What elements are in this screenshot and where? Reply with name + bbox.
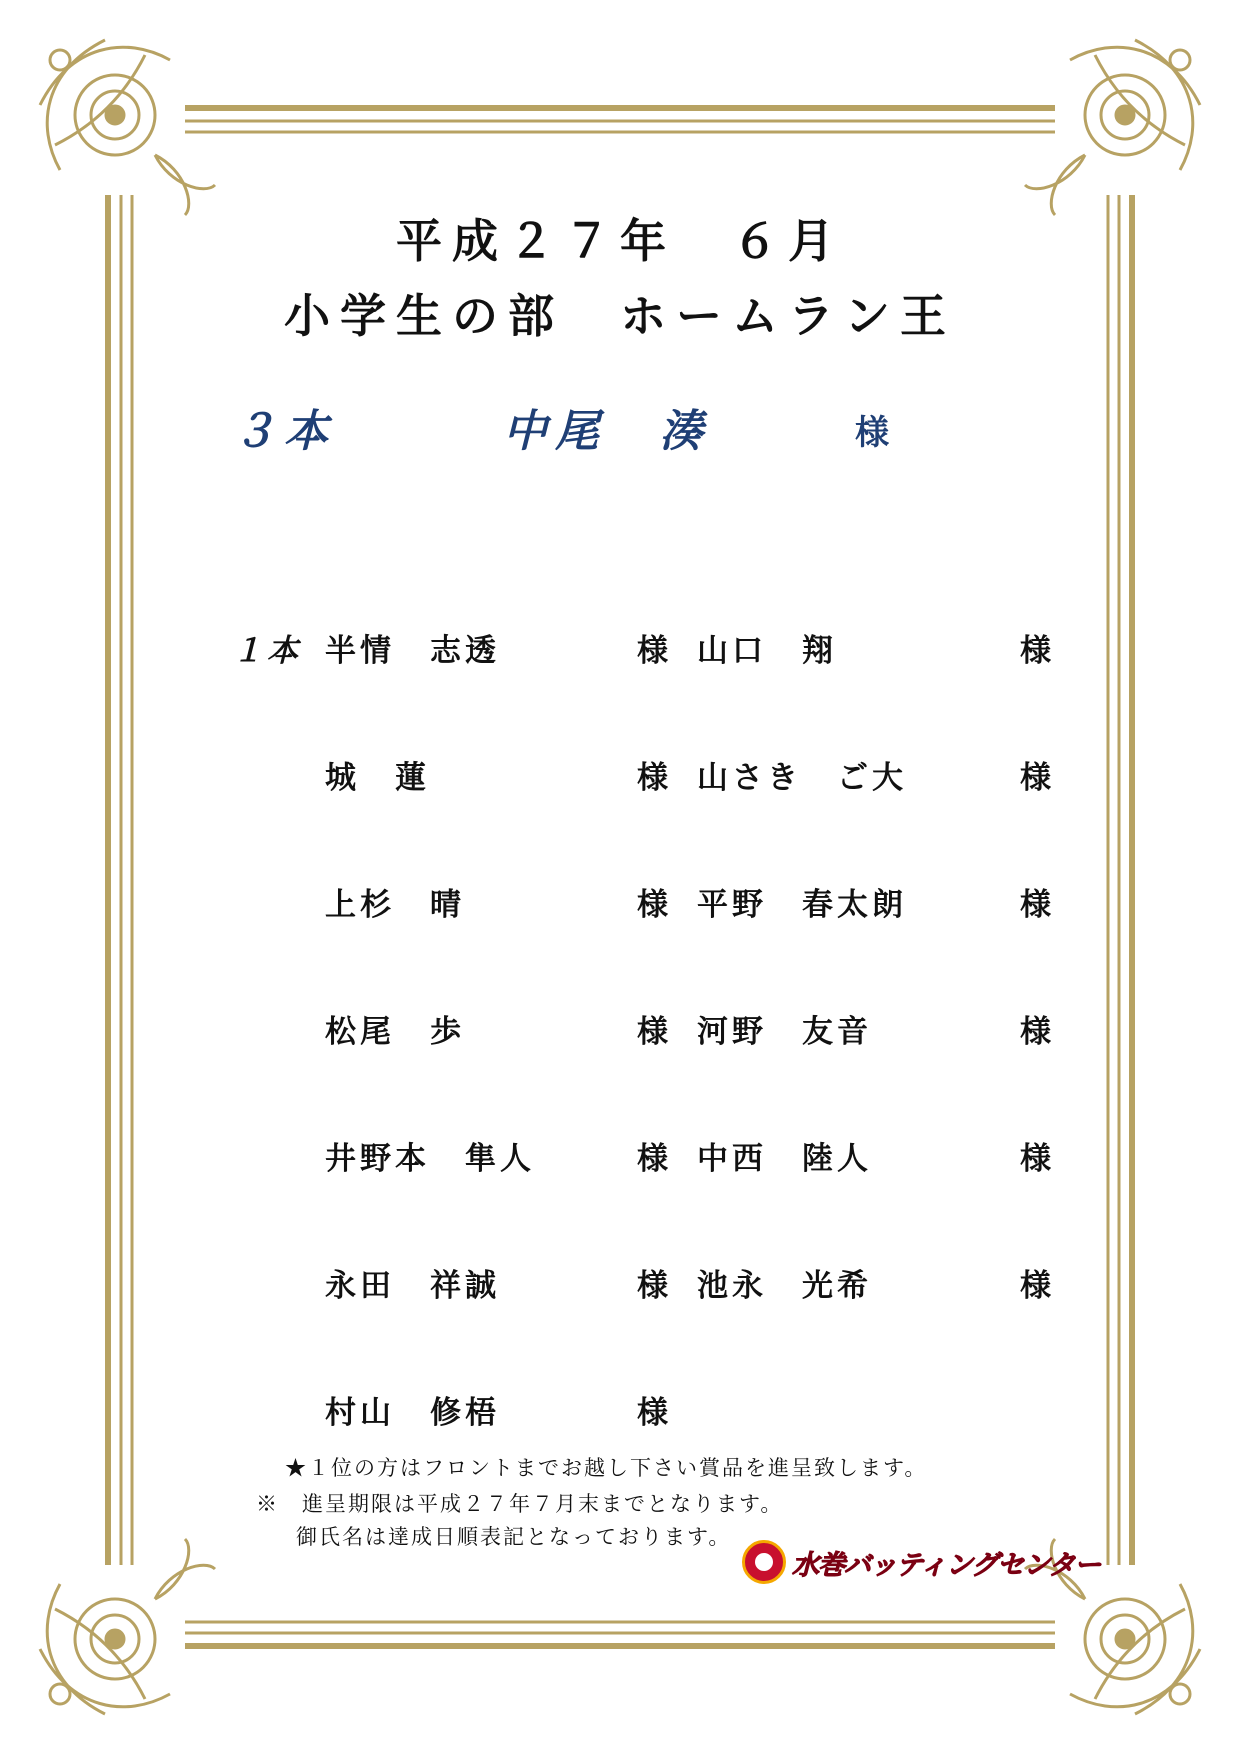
left-name: 村山 修梧	[325, 1395, 500, 1431]
right-name: 池永 光希	[697, 1268, 872, 1304]
right-honorific: 様	[1020, 1014, 1055, 1050]
top-winner-honorific: 様	[855, 413, 897, 453]
certificate-category-title: 小学生の部 ホームラン王	[284, 289, 956, 343]
left-honorific: 様	[637, 1268, 672, 1304]
right-honorific: 様	[1020, 887, 1055, 923]
left-honorific: 様	[637, 633, 672, 669]
left-name: 井野本 隼人	[325, 1141, 535, 1177]
right-honorific: 様	[1020, 1141, 1055, 1177]
left-name: 上杉 晴	[325, 887, 465, 923]
right-honorific: 様	[1020, 1268, 1055, 1304]
left-name: 永田 祥誠	[325, 1268, 500, 1304]
order-note: 御氏名は達成日順表記となっております。	[296, 1525, 732, 1549]
top-winner-count: ３本	[232, 406, 336, 457]
left-name: 松尾 歩	[325, 1014, 465, 1050]
logo-text: 水巻バッティングセンター	[792, 1549, 1101, 1581]
right-name: 山さき ご大	[697, 760, 907, 796]
row-count: １本	[232, 633, 302, 669]
right-honorific: 様	[1020, 760, 1055, 796]
prize-note: ★１位の方はフロントまでお越し下さい賞品を進呈致します。	[285, 1456, 928, 1480]
batting-center-logo	[742, 1535, 1100, 1589]
baseball-badge-icon	[742, 1540, 786, 1584]
right-name: 中西 陸人	[697, 1141, 872, 1177]
certificate-date-title: 平成２７年 ６月	[396, 214, 844, 268]
left-name: 半情 志透	[325, 633, 500, 669]
right-name: 平野 春太朗	[697, 887, 907, 923]
left-honorific: 様	[637, 887, 672, 923]
left-name: 城 蓮	[325, 760, 430, 796]
left-honorific: 様	[637, 760, 672, 796]
top-winner-name: 中尾 湊	[503, 406, 711, 457]
left-honorific: 様	[637, 1014, 672, 1050]
right-honorific: 様	[1020, 633, 1055, 669]
right-name: 山口 翔	[697, 633, 837, 669]
left-honorific: 様	[637, 1395, 672, 1431]
left-honorific: 様	[637, 1141, 672, 1177]
deadline-note: ※ 進呈期限は平成２７年７月末までとなります。	[256, 1492, 784, 1516]
right-name: 河野 友音	[697, 1014, 872, 1050]
